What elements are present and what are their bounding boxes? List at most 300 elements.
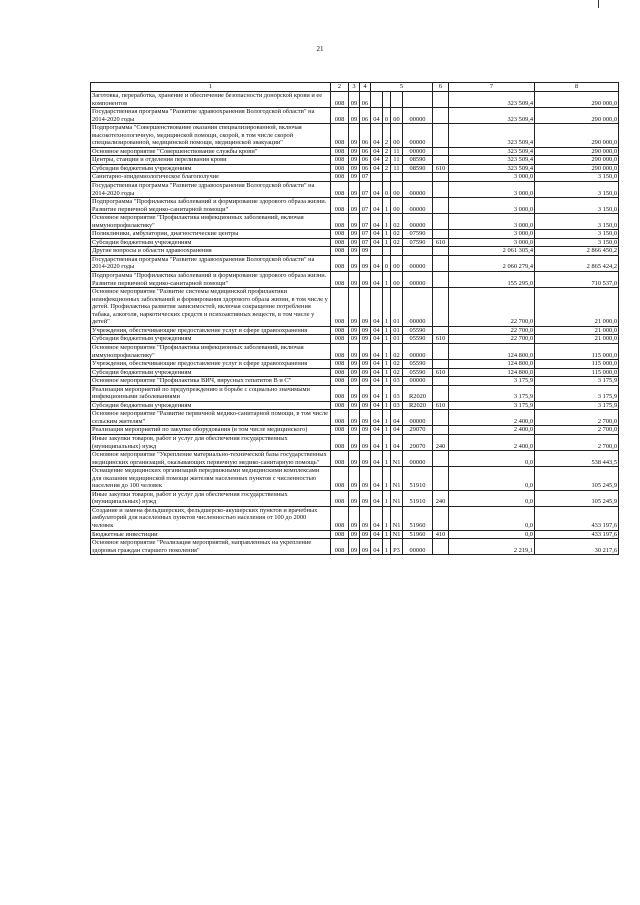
row-direction-code xyxy=(403,92,433,108)
row-amount-year-2: 2 866 450,2 xyxy=(535,247,619,256)
row-activity-code: N1 xyxy=(391,530,403,539)
row-program-code: 04 xyxy=(371,182,383,198)
row-direction-code: 29070 xyxy=(403,434,433,450)
row-section-code: 09 xyxy=(349,173,360,182)
table-row xyxy=(91,451,619,467)
row-amount-year-2: 290 000,0 xyxy=(535,92,619,108)
row-direction-code: 05590 xyxy=(403,326,433,335)
row-section-code: 09 xyxy=(349,247,360,256)
row-program-code: 04 xyxy=(371,490,383,506)
row-program-code xyxy=(371,247,383,256)
row-amount-year-1: 124 800,0 xyxy=(449,368,535,377)
row-ministry-code: 008 xyxy=(331,247,349,256)
row-name-cell: Основное мероприятие "Развитие системы медицинской профилактики неинфекционных заболеваний и формирования здорового образа жизни, в том числе у детей. Профилактика развития зависимостей, включая сокращение потребления табака, алкоголя, наркотических средств и психоактивных веществ, в том числе у детей" xyxy=(91,288,331,327)
row-amount-year-2: 3 150,0 xyxy=(535,198,619,214)
row-activity-code: N1 xyxy=(391,506,403,530)
row-amount-year-2: 105 245,9 xyxy=(535,467,619,491)
row-subprogram-code: 1 xyxy=(383,288,391,327)
table-row xyxy=(91,360,619,369)
row-activity-code: 02 xyxy=(391,368,403,377)
row-section-code: 09 xyxy=(349,451,360,467)
header-cell-3: 3 xyxy=(349,83,360,92)
row-subsection-code: 06 xyxy=(360,147,371,156)
row-subsection-code: 09 xyxy=(360,410,371,426)
row-name-cell: Бюджетные инвестиции xyxy=(91,530,331,539)
table-header-row xyxy=(91,83,619,92)
row-amount-year-1: 155 295,0 xyxy=(449,272,535,288)
row-subprogram-code: 1 xyxy=(383,360,391,369)
row-subprogram-code xyxy=(383,247,391,256)
row-subsection-code: 06 xyxy=(360,108,371,124)
row-program-code: 04 xyxy=(371,467,383,491)
row-subprogram-code: 0 xyxy=(383,182,391,198)
row-subsection-code: 09 xyxy=(360,326,371,335)
row-amount-year-1: 323 509,4 xyxy=(449,108,535,124)
row-section-code: 09 xyxy=(349,426,360,435)
row-subsection-code: 07 xyxy=(360,182,371,198)
row-amount-year-1: 22 700,0 xyxy=(449,288,535,327)
row-subsection-code: 07 xyxy=(360,214,371,230)
row-section-code: 09 xyxy=(349,377,360,386)
row-name-cell: Подпрограмма "Совершенствование оказания специализированной, включая высокотехнологичную, медицинской помощи, скорой, в том числе скорой специализированной, медицинской помощи, медицинской эвакуации" xyxy=(91,124,331,148)
table-row xyxy=(91,238,619,247)
row-activity-code: 00 xyxy=(391,272,403,288)
row-name-cell: Основное мероприятие "Профилактика ВИЧ, вирусных гепатитов В и С" xyxy=(91,377,331,386)
row-activity-code xyxy=(391,92,403,108)
row-name-cell: Государственная программа "Развитие здравоохранения Вологодской области" на 2014-2020 годы xyxy=(91,108,331,124)
budget-table-body xyxy=(91,83,619,555)
row-subprogram-code: 2 xyxy=(383,124,391,148)
row-name-cell: Реализация мероприятий по предупреждению и борьбе с социально значимыми инфекционными заболеваниями xyxy=(91,385,331,401)
header-cell-8: 8 xyxy=(535,83,619,92)
row-activity-code xyxy=(391,247,403,256)
row-direction-code: 00000 xyxy=(403,288,433,327)
row-direction-code: 00000 xyxy=(403,214,433,230)
row-name-cell: Санитарно-эпидемиологическое благополучие xyxy=(91,173,331,182)
row-subprogram-code: 0 xyxy=(383,255,391,271)
row-amount-year-1: 3 000,0 xyxy=(449,182,535,198)
row-subprogram-code: 1 xyxy=(383,451,391,467)
row-subsection-code: 09 xyxy=(360,506,371,530)
row-ministry-code: 008 xyxy=(331,377,349,386)
row-amount-year-1: 2 400,0 xyxy=(449,434,535,450)
row-amount-year-2: 290 000,0 xyxy=(535,108,619,124)
row-program-code: 04 xyxy=(371,451,383,467)
row-amount-year-1: 2 060 279,4 xyxy=(449,255,535,271)
row-activity-code: 11 xyxy=(391,164,403,173)
row-amount-year-2: 2 700,0 xyxy=(535,434,619,450)
table-row xyxy=(91,467,619,491)
row-amount-year-2: 433 197,6 xyxy=(535,530,619,539)
row-program-code: 04 xyxy=(371,426,383,435)
row-ministry-code: 008 xyxy=(331,288,349,327)
row-ministry-code: 008 xyxy=(331,335,349,344)
row-subprogram-code: 2 xyxy=(383,147,391,156)
table-row xyxy=(91,255,619,271)
row-program-code: 04 xyxy=(371,272,383,288)
row-amount-year-2: 3 175,9 xyxy=(535,385,619,401)
row-amount-year-1: 323 509,4 xyxy=(449,156,535,165)
row-section-code: 09 xyxy=(349,410,360,426)
table-row xyxy=(91,335,619,344)
row-name-cell: Подпрограмма "Профилактика заболеваний и формирование здорового образа жизни. Развитие первичной медико-санитарной помощи" xyxy=(91,198,331,214)
row-section-code: 09 xyxy=(349,506,360,530)
row-amount-year-2: 115 000,0 xyxy=(535,368,619,377)
row-ministry-code: 008 xyxy=(331,230,349,239)
row-amount-year-1: 2 400,0 xyxy=(449,410,535,426)
row-direction-code: 00000 xyxy=(403,451,433,467)
row-ministry-code: 008 xyxy=(331,173,349,182)
row-name-cell: Государственная программа "Развитие здравоохранения Вологодской области" на 2014-2020 годы xyxy=(91,182,331,198)
row-subprogram-code: 1 xyxy=(383,238,391,247)
table-row xyxy=(91,434,619,450)
table-row xyxy=(91,288,619,327)
row-direction-code: R2020 xyxy=(403,401,433,410)
row-direction-code: 00000 xyxy=(403,410,433,426)
row-activity-code xyxy=(391,173,403,182)
row-activity-code: 02 xyxy=(391,343,403,359)
row-program-code: 04 xyxy=(371,156,383,165)
row-section-code: 09 xyxy=(349,124,360,148)
row-program-code: 04 xyxy=(371,410,383,426)
row-activity-code: N1 xyxy=(391,467,403,491)
row-amount-year-2: 2 865 424,2 xyxy=(535,255,619,271)
header-cell-6: 6 xyxy=(433,83,449,92)
row-amount-year-2: 3 150,0 xyxy=(535,173,619,182)
row-activity-code: 11 xyxy=(391,147,403,156)
row-amount-year-2: 2 700,0 xyxy=(535,410,619,426)
row-activity-code: 01 xyxy=(391,335,403,344)
table-row xyxy=(91,164,619,173)
row-amount-year-1: 2 061 305,4 xyxy=(449,247,535,256)
table-row xyxy=(91,530,619,539)
row-expense-type: 610 xyxy=(433,368,449,377)
row-name-cell: Основное мероприятие "Профилактика инфекционных заболеваний, включая иммунопрофилактику" xyxy=(91,343,331,359)
row-expense-type: 240 xyxy=(433,490,449,506)
row-subsection-code: 09 xyxy=(360,451,371,467)
row-section-code: 09 xyxy=(349,272,360,288)
row-ministry-code: 008 xyxy=(331,124,349,148)
row-program-code: 04 xyxy=(371,214,383,230)
row-expense-type xyxy=(433,467,449,491)
row-direction-code: 00000 xyxy=(403,377,433,386)
row-subsection-code: 09 xyxy=(360,434,371,450)
table-row xyxy=(91,173,619,182)
row-amount-year-1: 0,0 xyxy=(449,506,535,530)
row-name-cell: Реализация мероприятий по закупке оборудования (в том числе медицинского) xyxy=(91,426,331,435)
row-subsection-code: 07 xyxy=(360,198,371,214)
row-section-code: 09 xyxy=(349,288,360,327)
row-section-code: 09 xyxy=(349,434,360,450)
row-expense-type xyxy=(433,182,449,198)
row-expense-type xyxy=(433,288,449,327)
row-activity-code: 04 xyxy=(391,410,403,426)
row-program-code: 04 xyxy=(371,343,383,359)
row-subprogram-code: 1 xyxy=(383,467,391,491)
row-name-cell: Субсидии бюджетным учреждениям xyxy=(91,335,331,344)
row-name-cell: Оснащение медицинских организаций передвижными медицинскими комплексами для оказания медицинской помощи жителям населенных пунктов с численностью населения до 100 человек xyxy=(91,467,331,491)
row-amount-year-1: 0,0 xyxy=(449,530,535,539)
row-expense-type xyxy=(433,326,449,335)
row-section-code: 09 xyxy=(349,198,360,214)
row-direction-code: 00000 xyxy=(403,343,433,359)
row-subsection-code: 09 xyxy=(360,490,371,506)
row-ministry-code: 008 xyxy=(331,164,349,173)
row-subsection-code: 09 xyxy=(360,272,371,288)
row-direction-code: 00000 xyxy=(403,147,433,156)
row-ministry-code: 008 xyxy=(331,539,349,555)
row-direction-code xyxy=(403,247,433,256)
row-expense-type: 610 xyxy=(433,238,449,247)
row-program-code: 04 xyxy=(371,539,383,555)
row-ministry-code: 008 xyxy=(331,198,349,214)
row-program-code: 04 xyxy=(371,368,383,377)
row-expense-type xyxy=(433,198,449,214)
row-program-code xyxy=(371,92,383,108)
row-ministry-code: 008 xyxy=(331,182,349,198)
table-row xyxy=(91,343,619,359)
row-subsection-code: 09 xyxy=(360,401,371,410)
row-program-code: 04 xyxy=(371,360,383,369)
row-subsection-code: 07 xyxy=(360,173,371,182)
row-expense-type: 410 xyxy=(433,530,449,539)
table-row xyxy=(91,230,619,239)
row-subprogram-code: 1 xyxy=(383,230,391,239)
row-subprogram-code: 1 xyxy=(383,377,391,386)
row-expense-type xyxy=(433,108,449,124)
row-section-code: 09 xyxy=(349,343,360,359)
row-subprogram-code: 1 xyxy=(383,539,391,555)
row-amount-year-1: 124 800,0 xyxy=(449,360,535,369)
row-expense-type xyxy=(433,377,449,386)
row-expense-type: 610 xyxy=(433,401,449,410)
row-amount-year-2: 290 000,0 xyxy=(535,147,619,156)
table-row xyxy=(91,506,619,530)
row-ministry-code: 008 xyxy=(331,467,349,491)
row-direction-code: 05590 xyxy=(403,368,433,377)
table-row xyxy=(91,368,619,377)
row-subprogram-code: 1 xyxy=(383,490,391,506)
table-row xyxy=(91,410,619,426)
row-amount-year-1: 323 509,4 xyxy=(449,92,535,108)
table-row xyxy=(91,147,619,156)
row-program-code: 04 xyxy=(371,255,383,271)
row-subsection-code: 07 xyxy=(360,238,371,247)
row-program-code: 04 xyxy=(371,164,383,173)
row-program-code: 04 xyxy=(371,377,383,386)
row-expense-type xyxy=(433,539,449,555)
row-name-cell: Основное мероприятие "Совершенствование службы крови" xyxy=(91,147,331,156)
row-section-code: 09 xyxy=(349,214,360,230)
table-row xyxy=(91,401,619,410)
row-ministry-code: 008 xyxy=(331,156,349,165)
row-subsection-code: 06 xyxy=(360,156,371,165)
row-expense-type xyxy=(433,124,449,148)
row-direction-code: 08590 xyxy=(403,156,433,165)
row-name-cell: Учреждения, обеспечивающие предоставление услуг в сфере здравоохранения xyxy=(91,326,331,335)
row-ministry-code: 008 xyxy=(331,255,349,271)
row-name-cell: Другие вопросы в области здравоохранения xyxy=(91,247,331,256)
table-row xyxy=(91,326,619,335)
row-direction-code: 07590 xyxy=(403,238,433,247)
row-direction-code: 51910 xyxy=(403,490,433,506)
row-subsection-code: 09 xyxy=(360,467,371,491)
row-expense-type: 610 xyxy=(433,335,449,344)
row-program-code: 04 xyxy=(371,401,383,410)
row-subsection-code: 06 xyxy=(360,124,371,148)
row-expense-type xyxy=(433,92,449,108)
table-row xyxy=(91,214,619,230)
row-name-cell: Подпрограмма "Профилактика заболеваний и формирование здорового образа жизни. Развитие первичной медико-санитарной помощи" xyxy=(91,272,331,288)
row-name-cell: Основное мероприятие "Профилактика инфекционных заболеваний, включая иммунопрофилактику" xyxy=(91,214,331,230)
row-activity-code: 03 xyxy=(391,401,403,410)
row-activity-code: 00 xyxy=(391,124,403,148)
row-subsection-code: 09 xyxy=(360,530,371,539)
row-activity-code: 02 xyxy=(391,238,403,247)
table-row xyxy=(91,92,619,108)
row-expense-type xyxy=(433,426,449,435)
row-section-code: 09 xyxy=(349,401,360,410)
row-program-code: 04 xyxy=(371,230,383,239)
row-direction-code: 00000 xyxy=(403,198,433,214)
row-expense-type xyxy=(433,385,449,401)
row-name-cell: Иные закупки товаров, работ и услуг для обеспечения государственных (муниципальных) нужд xyxy=(91,434,331,450)
row-amount-year-2: 290 000,0 xyxy=(535,124,619,148)
row-amount-year-1: 3 175,9 xyxy=(449,385,535,401)
row-direction-code: 29070 xyxy=(403,426,433,435)
row-name-cell: Центры, станции и отделения переливания крови xyxy=(91,156,331,165)
row-name-cell: Поликлиники, амбулатории, диагностические центры xyxy=(91,230,331,239)
row-section-code: 09 xyxy=(349,238,360,247)
row-ministry-code: 008 xyxy=(331,214,349,230)
row-amount-year-2: 538 443,5 xyxy=(535,451,619,467)
row-direction-code: 05590 xyxy=(403,335,433,344)
row-direction-code: 07590 xyxy=(403,230,433,239)
row-section-code: 09 xyxy=(349,385,360,401)
row-subprogram-code: 1 xyxy=(383,198,391,214)
row-program-code: 04 xyxy=(371,147,383,156)
row-direction-code: 00000 xyxy=(403,124,433,148)
row-section-code: 09 xyxy=(349,360,360,369)
row-name-cell: Создание и замена фельдшерских, фельдшерско-акушерских пунктов и врачебных амбулаторий для населенных пунктов численностью населения от 100 до 2000 человек xyxy=(91,506,331,530)
row-section-code: 09 xyxy=(349,530,360,539)
row-program-code xyxy=(371,173,383,182)
row-ministry-code: 008 xyxy=(331,410,349,426)
row-name-cell: Субсидии бюджетным учреждениям xyxy=(91,368,331,377)
row-direction-code: 00000 xyxy=(403,182,433,198)
row-subprogram-code: 1 xyxy=(383,343,391,359)
row-activity-code: 00 xyxy=(391,182,403,198)
row-activity-code: 01 xyxy=(391,326,403,335)
row-amount-year-2: 21 000,0 xyxy=(535,288,619,327)
row-direction-code: R2020 xyxy=(403,385,433,401)
row-amount-year-2: 21 000,0 xyxy=(535,335,619,344)
row-expense-type xyxy=(433,343,449,359)
row-activity-code: 02 xyxy=(391,230,403,239)
row-direction-code: 00000 xyxy=(403,108,433,124)
row-section-code: 09 xyxy=(349,156,360,165)
row-program-code: 04 xyxy=(371,335,383,344)
row-amount-year-2: 3 150,0 xyxy=(535,230,619,239)
row-expense-type: 240 xyxy=(433,434,449,450)
table-row xyxy=(91,156,619,165)
row-section-code: 09 xyxy=(349,164,360,173)
row-ministry-code: 008 xyxy=(331,451,349,467)
row-program-code: 04 xyxy=(371,385,383,401)
row-program-code: 04 xyxy=(371,506,383,530)
row-amount-year-2: 3 150,0 xyxy=(535,238,619,247)
row-amount-year-1: 323 509,4 xyxy=(449,124,535,148)
table-row xyxy=(91,124,619,148)
page-corner-mark xyxy=(598,0,599,8)
header-cell-2: 2 xyxy=(331,83,349,92)
row-expense-type xyxy=(433,272,449,288)
row-amount-year-1: 2 400,0 xyxy=(449,426,535,435)
row-expense-type xyxy=(433,247,449,256)
row-subprogram-code xyxy=(383,173,391,182)
table-row xyxy=(91,377,619,386)
row-ministry-code: 008 xyxy=(331,272,349,288)
table-row xyxy=(91,385,619,401)
row-subsection-code: 06 xyxy=(360,164,371,173)
row-name-cell: Иные закупки товаров, работ и услуг для обеспечения государственных (муниципальных) нужд xyxy=(91,490,331,506)
row-subprogram-code: 2 xyxy=(383,164,391,173)
row-amount-year-1: 3 175,9 xyxy=(449,377,535,386)
row-ministry-code: 008 xyxy=(331,490,349,506)
row-amount-year-1: 3 000,0 xyxy=(449,238,535,247)
row-section-code: 09 xyxy=(349,230,360,239)
table-row xyxy=(91,490,619,506)
row-section-code: 09 xyxy=(349,92,360,108)
row-name-cell: Субсидии бюджетным учреждениям xyxy=(91,238,331,247)
row-subsection-code: 09 xyxy=(360,247,371,256)
row-section-code: 09 xyxy=(349,490,360,506)
row-ministry-code: 008 xyxy=(331,92,349,108)
row-section-code: 09 xyxy=(349,467,360,491)
row-activity-code: 02 xyxy=(391,360,403,369)
row-amount-year-2: 3 150,0 xyxy=(535,214,619,230)
row-subprogram-code: 1 xyxy=(383,410,391,426)
row-amount-year-2: 115 000,0 xyxy=(535,343,619,359)
row-amount-year-1: 3 000,0 xyxy=(449,198,535,214)
table-row xyxy=(91,426,619,435)
row-expense-type xyxy=(433,255,449,271)
row-amount-year-1: 3 000,0 xyxy=(449,230,535,239)
table-row xyxy=(91,182,619,198)
row-expense-type xyxy=(433,230,449,239)
row-name-cell: Субсидии бюджетным учреждениям xyxy=(91,401,331,410)
row-subsection-code: 09 xyxy=(360,288,371,327)
row-program-code: 04 xyxy=(371,108,383,124)
row-subprogram-code: 1 xyxy=(383,434,391,450)
row-name-cell: Основное мероприятие "Укрепление материально-технической базы государственных медицинских организаций, оказывающих первичную медико-санитарную помощь" xyxy=(91,451,331,467)
row-subprogram-code: 1 xyxy=(383,426,391,435)
row-amount-year-2: 3 175,9 xyxy=(535,401,619,410)
row-amount-year-1: 3 000,0 xyxy=(449,214,535,230)
table-row xyxy=(91,247,619,256)
row-amount-year-2: 290 000,0 xyxy=(535,156,619,165)
row-direction-code: 00000 xyxy=(403,539,433,555)
row-section-code: 09 xyxy=(349,147,360,156)
row-ministry-code: 008 xyxy=(331,506,349,530)
row-section-code: 09 xyxy=(349,539,360,555)
row-activity-code: 03 xyxy=(391,385,403,401)
row-amount-year-1: 323 509,4 xyxy=(449,164,535,173)
row-ministry-code: 008 xyxy=(331,434,349,450)
row-program-code: 04 xyxy=(371,124,383,148)
row-amount-year-2: 115 000,0 xyxy=(535,360,619,369)
row-expense-type xyxy=(433,451,449,467)
